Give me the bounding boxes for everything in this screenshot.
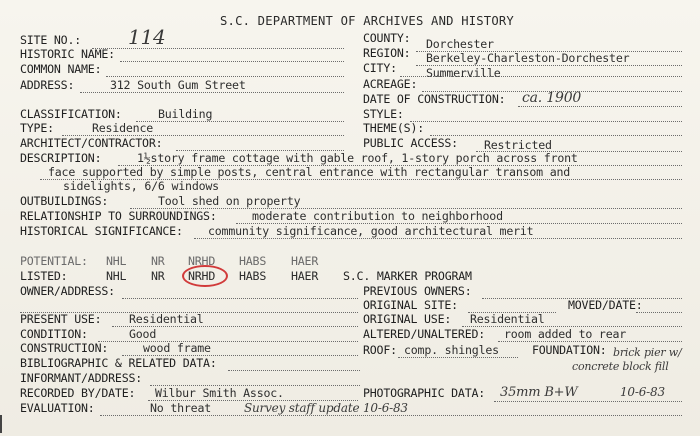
roof-value: comp. shingles <box>404 343 499 357</box>
relationship-value: moderate contribution to neighborhood <box>252 209 503 223</box>
type-value: Residence <box>92 121 154 135</box>
condition-label: CONDITION: <box>20 327 88 341</box>
potential-haer: HAER <box>291 254 319 268</box>
potential-nr: NR <box>151 254 165 268</box>
potential-habs: HABS <box>239 254 267 268</box>
listed-nrhd: NRHD <box>188 269 216 283</box>
common-name-label: COMMON NAME: <box>20 62 102 76</box>
outbuildings-label: OUTBUILDINGS: <box>20 194 109 208</box>
marker-program-label: S.C. MARKER PROGRAM <box>343 269 472 283</box>
original-site-label: ORIGINAL SITE: <box>363 298 458 312</box>
edge-mark <box>0 415 2 433</box>
themes-line <box>430 135 682 136</box>
previous-owners-label: PREVIOUS OWNERS: <box>363 284 472 298</box>
relationship-label: RELATIONSHIP TO SURROUNDINGS: <box>20 209 217 223</box>
recorded-label: RECORDED BY/DATE: <box>20 386 136 400</box>
roof-label: ROOF: <box>363 343 397 357</box>
type-label: TYPE: <box>20 121 54 135</box>
city-label: CITY: <box>363 61 397 75</box>
condition-line <box>98 341 358 342</box>
county-value: Dorchester <box>426 37 494 51</box>
altered-label: ALTERED/UNALTERED: <box>363 327 486 341</box>
construction-label: CONSTRUCTION: <box>20 341 109 355</box>
evaluation-line <box>100 415 682 416</box>
potential-nrhd: NRHD <box>188 254 216 268</box>
date-line <box>518 106 682 107</box>
significance-value: community significance, good architectural merit <box>208 224 534 238</box>
historic-name-label: HISTORIC NAME: <box>20 47 115 61</box>
classification-value: Building <box>158 107 213 121</box>
moved-date-label: MOVED/DATE: <box>568 298 643 312</box>
moved-date-line <box>636 312 682 313</box>
listed-haer: HAER <box>291 269 319 283</box>
owner-label: OWNER/ADDRESS: <box>20 284 115 298</box>
classification-line <box>136 121 344 122</box>
photographic-label: PHOTOGRAPHIC DATA: <box>363 386 486 400</box>
address-label: ADDRESS: <box>20 78 75 92</box>
city-line <box>400 76 682 77</box>
roof-line <box>398 357 518 358</box>
present-use-label: PRESENT USE: <box>20 312 102 326</box>
foundation-value-2: concrete block fill <box>572 360 669 373</box>
card-title: S.C. DEPARTMENT OF ARCHIVES AND HISTORY <box>220 14 514 28</box>
outbuildings-value: Tool shed on property <box>158 194 301 208</box>
city-value: Summerville <box>426 66 501 80</box>
photographic-line <box>494 401 682 402</box>
site-no-value: 114 <box>128 25 166 49</box>
potential-nhl: NHL <box>106 254 127 268</box>
significance-line <box>194 238 682 239</box>
foundation-label: FOUNDATION: <box>532 343 607 357</box>
evaluation-value: No threat <box>150 401 212 415</box>
listed-nhl: NHL <box>106 269 127 283</box>
potential-label: POTENTIAL: <box>20 254 88 268</box>
altered-line <box>498 341 682 342</box>
date-of-construction-label: DATE OF CONSTRUCTION: <box>363 92 506 106</box>
significance-label: HISTORICAL SIGNIFICANCE: <box>20 224 183 238</box>
address-line <box>80 92 344 93</box>
description-line-1: 1½story frame cottage with gable roof, 1-story porch across front <box>137 151 578 165</box>
original-use-label: ORIGINAL USE: <box>363 312 452 326</box>
altered-value: room added to rear <box>504 327 627 341</box>
photographic-date: 10-6-83 <box>620 385 665 399</box>
description-line-3: sidelights, 6/6 windows <box>63 179 219 193</box>
owner-line <box>122 298 358 299</box>
photographic-value: 35mm B+W <box>500 385 578 400</box>
acreage-label: ACREAGE: <box>363 77 418 91</box>
evaluation-note: Survey staff update 10-6-83 <box>244 401 408 415</box>
public-access-value: Restricted <box>484 138 552 152</box>
style-label: STYLE: <box>363 107 404 121</box>
site-no-line <box>92 48 344 49</box>
classification-label: CLASSIFICATION: <box>20 107 122 121</box>
address-value: 312 South Gum Street <box>110 78 246 92</box>
listed-habs: HABS <box>239 269 267 283</box>
recorded-value: Wilbur Smith Assoc. <box>155 386 284 400</box>
condition-value: Good <box>129 327 157 341</box>
county-label: COUNTY: <box>363 31 411 45</box>
original-use-value: Residential <box>470 312 545 326</box>
region-value: Berkeley-Charleston-Dorchester <box>426 51 630 65</box>
region-label: REGION: <box>363 46 411 60</box>
date-of-construction-value: ca. 1900 <box>522 90 582 106</box>
evaluation-label: EVALUATION: <box>20 401 95 415</box>
public-access-label: PUBLIC ACCESS: <box>363 136 458 150</box>
description-label: DESCRIPTION: <box>20 151 102 165</box>
historic-name-line <box>120 61 344 62</box>
listed-label: LISTED: <box>20 269 68 283</box>
foundation-value-1: brick pier w/ <box>613 346 682 359</box>
bibliographic-line <box>228 370 360 371</box>
description-line-2: face supported by simple posts, central entrance with rectangular transom and <box>48 165 571 179</box>
site-no-label: SITE NO.: <box>20 33 82 47</box>
themes-label: THEME(S): <box>363 121 425 135</box>
common-name-line <box>106 76 344 77</box>
listed-nr: NR <box>151 269 165 283</box>
listed-nrhd-circle <box>182 265 228 287</box>
bibliographic-label: BIBLIOGRAPHIC & RELATED DATA: <box>20 356 217 370</box>
style-line <box>410 121 682 122</box>
construction-value: wood frame <box>143 341 211 355</box>
informant-label: INFORMANT/ADDRESS: <box>20 371 143 385</box>
architect-label: ARCHITECT/CONTRACTOR: <box>20 136 163 150</box>
present-use-value: Residential <box>129 312 204 326</box>
